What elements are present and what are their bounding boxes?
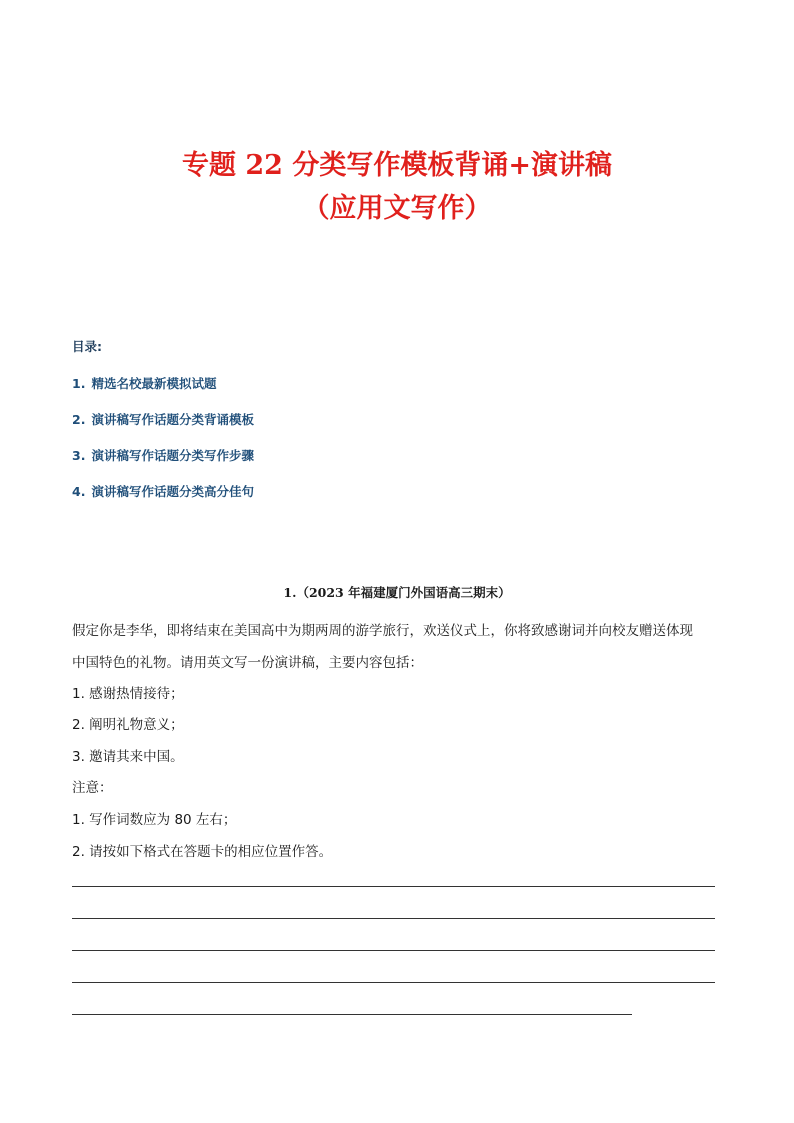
toc-heading: 目录:	[72, 339, 102, 354]
toc-item-label: 精选名校最新模拟试题	[91, 376, 217, 391]
content-point: 2. 阐明礼物意义；	[72, 717, 184, 733]
answer-line[interactable]	[72, 886, 715, 887]
document-subtitle: （应用文写作）	[302, 193, 492, 224]
toc-item[interactable]	[72, 374, 216, 392]
toc-item-number: 2.	[72, 412, 86, 427]
question-prompt-line-2: 中国特色的礼物。请用英文写一份演讲稿，主要内容包括：	[72, 655, 423, 671]
toc-item-number: 4.	[72, 484, 86, 499]
note-item: 1. 写作词数应为 80 左右；	[72, 812, 237, 828]
content-point: 3. 邀请其来中国。	[72, 749, 184, 765]
note-heading: 注意：	[72, 780, 113, 796]
answer-line[interactable]	[72, 982, 715, 983]
toc-item[interactable]	[72, 446, 254, 464]
toc-item[interactable]	[72, 482, 254, 500]
toc-item-label: 演讲稿写作话题分类背诵模板	[91, 412, 254, 427]
toc-item-label: 演讲稿写作话题分类写作步骤	[91, 448, 254, 463]
toc-item-number: 3.	[72, 448, 86, 463]
toc-item[interactable]	[72, 410, 254, 428]
question-prompt-line-1: 假定你是李华，即将结束在美国高中为期两周的游学旅行，欢送仪式上，你将致感谢词并向校友赠送体现	[72, 623, 693, 639]
document-title: 专题 22 分类写作模板背诵+演讲稿	[182, 150, 612, 181]
answer-line[interactable]	[72, 950, 715, 951]
toc-item-number: 1.	[72, 376, 86, 391]
question-heading: 1.（2023 年福建厦门外国语高三期末）	[283, 585, 511, 600]
content-point: 1. 感谢热情接待；	[72, 686, 184, 702]
answer-line[interactable]	[72, 1014, 632, 1015]
toc-item-label: 演讲稿写作话题分类高分佳句	[91, 484, 254, 499]
answer-line[interactable]	[72, 918, 715, 919]
note-item: 2. 请按如下格式在答题卡的相应位置作答。	[72, 844, 333, 860]
